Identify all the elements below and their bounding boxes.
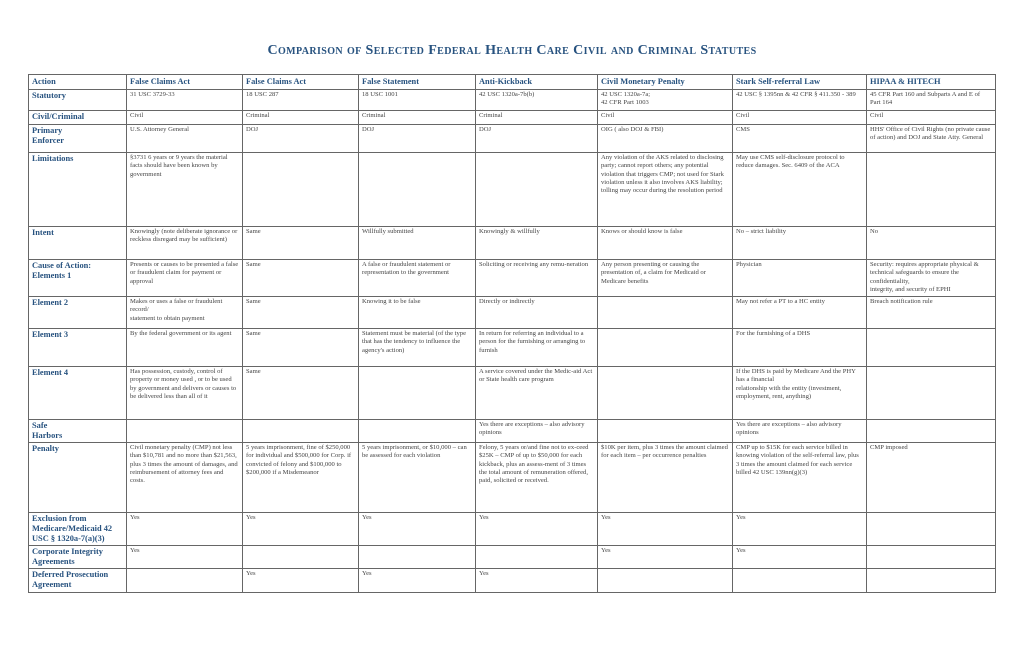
- table-cell: A service covered under the Medic-aid Act or State health care program: [476, 367, 598, 420]
- table-row: [29, 260, 996, 297]
- table-cell: 5 years imprisonment, fine of $250,000 for individual and $500,000 for Corp. if convicted of felony and $100,000 to $200,000 if a Misdemeanor: [243, 443, 359, 513]
- table-cell: Criminal: [476, 111, 598, 125]
- table-cell: [598, 367, 733, 420]
- table-cell: Willfully submitted: [359, 227, 476, 260]
- table-cell: [598, 420, 733, 443]
- column-header: Civil Monetary Penalty: [598, 75, 733, 90]
- table-cell: 5 years imprisonment, or $10,000 – can be assessed for each violation: [359, 443, 476, 513]
- table-cell: Any person presenting or causing the presentation of, a claim for Medicaid or Medicare benefits: [598, 260, 733, 297]
- table-row: [29, 443, 996, 513]
- table-cell: Felony, 5 years or/and fine not to ex-ceed $25K – CMP of up to $50,000 for each kickback, plus an assess-ment of 3 times the total amount of remuneration offered, paid, solicited or received.: [476, 443, 598, 513]
- table-row: [29, 546, 996, 569]
- table-row: [29, 569, 996, 593]
- column-header: Stark Self-referral Law: [733, 75, 867, 90]
- table-cell: 45 CFR Part 160 and Subparts A and E of Part 164: [867, 90, 996, 111]
- table-cell: U.S. Attorney General: [127, 125, 243, 153]
- column-header: False Statement: [359, 75, 476, 90]
- table-cell: No – strict liability: [733, 227, 867, 260]
- table-cell: §3731 6 years or 9 years the material facts should have been known by government: [127, 153, 243, 227]
- table-cell: For the furnishing of a DHS: [733, 329, 867, 367]
- table-cell: HHS' Office of Civil Rights (no private cause of action) and DOJ and State Atty. General: [867, 125, 996, 153]
- row-header: Primary Enforcer: [29, 125, 127, 153]
- table-cell: Yes there are exceptions – also advisory opinions: [476, 420, 598, 443]
- table-cell: [867, 569, 996, 593]
- header-row: [29, 75, 996, 90]
- table-row: [29, 420, 996, 443]
- table-cell: Yes: [359, 569, 476, 593]
- table-cell: [733, 569, 867, 593]
- table-cell: Yes: [476, 513, 598, 546]
- table-cell: Civil monetary penalty (CMP) not less than $10,781 and no more than $21,563, plus 3 times the amount of damages, and reimbursement of attorney fees and costs.: [127, 443, 243, 513]
- table-cell: Civil: [733, 111, 867, 125]
- page-title: Comparison of Selected Federal Health Care Civil and Criminal Statutes: [267, 43, 757, 58]
- table-cell: $10K per item, plus 3 times the amount claimed for each item – per occurrence penalties: [598, 443, 733, 513]
- row-header: Statutory: [29, 90, 127, 111]
- table-cell: By the federal government or its agent: [127, 329, 243, 367]
- table-cell: 18 USC 1001: [359, 90, 476, 111]
- table-body: [29, 90, 996, 593]
- table-cell: CMP imposed: [867, 443, 996, 513]
- column-header: False Claims Act: [127, 75, 243, 90]
- row-header: Element 4: [29, 367, 127, 420]
- table-cell: 42 USC 1320a-7a; 42 CFR Part 1003: [598, 90, 733, 111]
- table-cell: CMP up to $15K for each service billed in knowing violation of the self-referral law, plus 3 times the amount claimed for each service billed 42 USC 139nn(g)(3): [733, 443, 867, 513]
- column-header: False Claims Act: [243, 75, 359, 90]
- statutes-table: [28, 74, 996, 593]
- table-cell: Civil: [127, 111, 243, 125]
- table-cell: Criminal: [359, 111, 476, 125]
- table-row: [29, 227, 996, 260]
- table-cell: [243, 153, 359, 227]
- table-row: [29, 367, 996, 420]
- row-header: Element 3: [29, 329, 127, 367]
- row-header: Limitations: [29, 153, 127, 227]
- column-header: Anti-Kickback: [476, 75, 598, 90]
- row-header: Civil/Criminal: [29, 111, 127, 125]
- table-row: [29, 111, 996, 125]
- table-cell: Breach notification rule: [867, 297, 996, 329]
- row-header: Intent: [29, 227, 127, 260]
- table-cell: Yes: [733, 513, 867, 546]
- table-row: [29, 329, 996, 367]
- column-header: Action: [29, 75, 127, 90]
- table-cell: [476, 153, 598, 227]
- table-cell: [598, 329, 733, 367]
- table-cell: Yes: [733, 546, 867, 569]
- table-cell: [867, 329, 996, 367]
- table-cell: Presents or causes to be presented a false or fraudulent claim for payment or approval: [127, 260, 243, 297]
- table-cell: Same: [243, 227, 359, 260]
- table-cell: No: [867, 227, 996, 260]
- table-cell: Yes: [598, 513, 733, 546]
- table-cell: Same: [243, 367, 359, 420]
- table-cell: [476, 546, 598, 569]
- table-row: [29, 153, 996, 227]
- table-cell: Directly or indirectly: [476, 297, 598, 329]
- table-cell: Yes there are exceptions – also advisory opinions: [733, 420, 867, 443]
- table-cell: DOJ: [243, 125, 359, 153]
- table-cell: Civil: [867, 111, 996, 125]
- table-cell: Statement must be material (of the type that has the tendency to influence the agency's action): [359, 329, 476, 367]
- table-cell: 31 USC 3729-33: [127, 90, 243, 111]
- table-cell: May use CMS self-disclosure protocol to reduce damages. Sec. 6409 of the ACA: [733, 153, 867, 227]
- table-cell: A false or fraudulent statement or representation to the government: [359, 260, 476, 297]
- table-cell: [598, 569, 733, 593]
- table-cell: If the DHS is paid by Medicare And the PHY has a financial relationship with the entity (investment, employment, rent, anything): [733, 367, 867, 420]
- table-cell: 42 USC 1320a-7b(b): [476, 90, 598, 111]
- table-cell: Yes: [127, 513, 243, 546]
- row-header: Cause of Action: Elements 1: [29, 260, 127, 297]
- table-cell: [359, 546, 476, 569]
- table-cell: [598, 297, 733, 329]
- row-header: Exclusion from Medicare/Medicaid 42 USC § 1320a-7(a)(3): [29, 513, 127, 546]
- table-cell: [243, 546, 359, 569]
- table-cell: 42 USC § 1395nn & 42 CFR § 411.350 - 389: [733, 90, 867, 111]
- table-cell: Knowingly & willfully: [476, 227, 598, 260]
- table-cell: Soliciting or receiving any remu-neration: [476, 260, 598, 297]
- table-cell: Knowing it to be false: [359, 297, 476, 329]
- row-header: Corporate Integrity Agreements: [29, 546, 127, 569]
- table-cell: DOJ: [476, 125, 598, 153]
- table-cell: Any violation of the AKS related to disclosing party; cannot report others; any potential violation that triggers CMP; not used for Stark violation unless it also involves AKS liability; tolling may occur during the resolution period: [598, 153, 733, 227]
- table-cell: [867, 367, 996, 420]
- table-cell: May not refer a PT to a HC entity: [733, 297, 867, 329]
- table-cell: Yes: [598, 546, 733, 569]
- table-cell: Knows or should know is false: [598, 227, 733, 260]
- table-cell: Yes: [243, 513, 359, 546]
- table-row: [29, 297, 996, 329]
- table-cell: [359, 420, 476, 443]
- table-cell: [243, 420, 359, 443]
- row-header: Safe Harbors: [29, 420, 127, 443]
- table-cell: Criminal: [243, 111, 359, 125]
- table-cell: OIG ( also DOJ & FBI): [598, 125, 733, 153]
- table-cell: 18 USC 287: [243, 90, 359, 111]
- table-cell: [867, 513, 996, 546]
- table-cell: Security: requires appropriate physical & technical safeguards to ensure the confidentiality, integrity, and security of EPHI: [867, 260, 996, 297]
- table-cell: Makes or uses a false or fraudulent record/ statement to obtain payment: [127, 297, 243, 329]
- table-row: [29, 90, 996, 111]
- table-cell: [127, 420, 243, 443]
- table-cell: Yes: [243, 569, 359, 593]
- table-cell: [359, 367, 476, 420]
- table-cell: Knowingly (note deliberate ignorance or reckless disregard may be sufficient): [127, 227, 243, 260]
- table-cell: Yes: [359, 513, 476, 546]
- table-cell: Yes: [476, 569, 598, 593]
- table-cell: Yes: [127, 546, 243, 569]
- table-cell: Same: [243, 297, 359, 329]
- table-cell: Same: [243, 260, 359, 297]
- row-header: Deferred Prosecution Agreement: [29, 569, 127, 593]
- table-cell: [867, 153, 996, 227]
- table-cell: [867, 546, 996, 569]
- table-cell: DOJ: [359, 125, 476, 153]
- table-cell: Civil: [598, 111, 733, 125]
- table-cell: Has possession, custody, control of property or money used , or to be used by government and delivers or causes to be delivered less than all of it: [127, 367, 243, 420]
- table-cell: Same: [243, 329, 359, 367]
- table-row: [29, 125, 996, 153]
- row-header: Penalty: [29, 443, 127, 513]
- table-cell: In return for referring an individual to a person for the furnishing or arranging to furnish: [476, 329, 598, 367]
- table-cell: Physician: [733, 260, 867, 297]
- row-header: Element 2: [29, 297, 127, 329]
- table-row: [29, 513, 996, 546]
- table-cell: [359, 153, 476, 227]
- table-cell: [127, 569, 243, 593]
- table-cell: [867, 420, 996, 443]
- table-cell: CMS: [733, 125, 867, 153]
- column-header: HIPAA & HITECH: [867, 75, 996, 90]
